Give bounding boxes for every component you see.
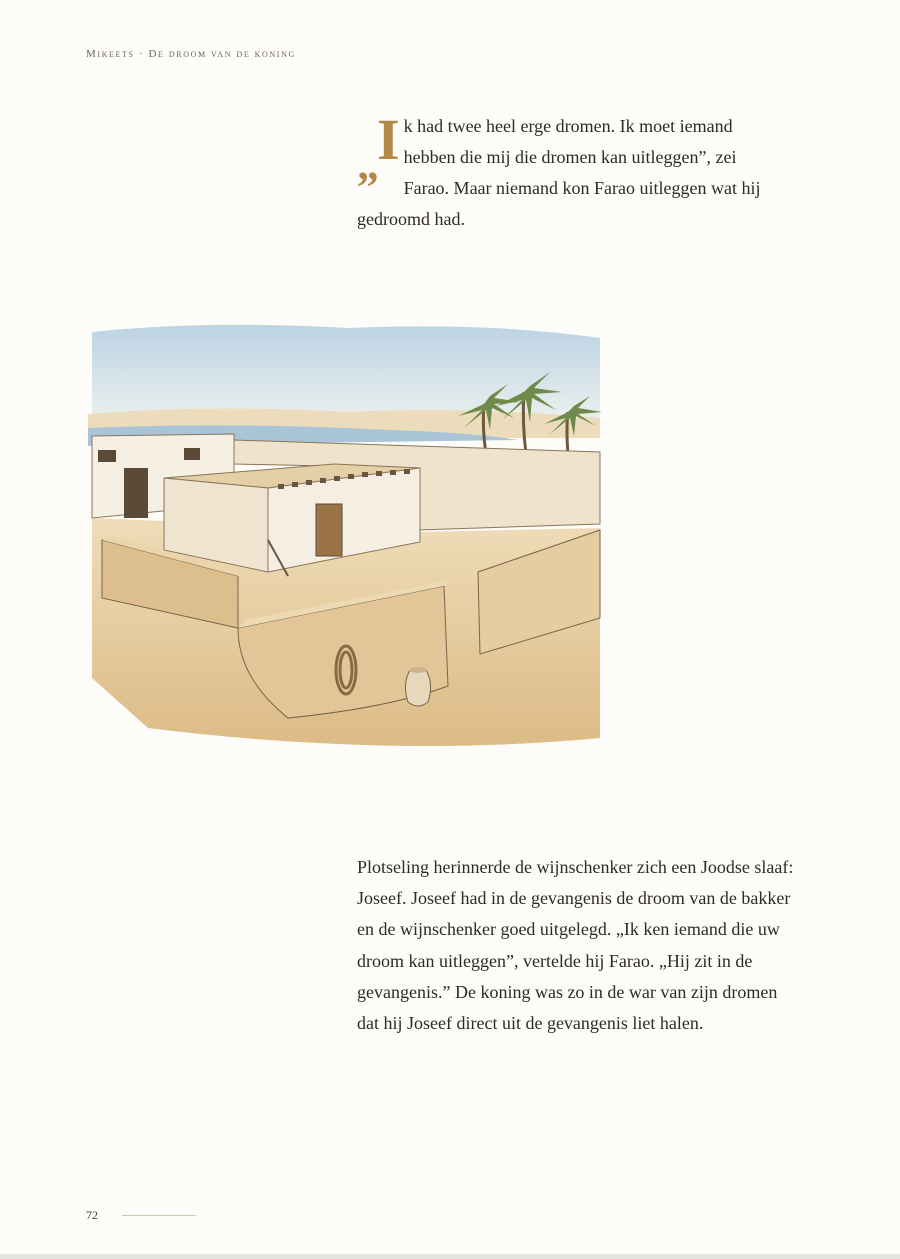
intro-text: k had twee heel erge dromen. Ik moet iemand hebben die mij die dromen kan uitleggen”, zei Farao. Maar niemand kon Farao uitleggen wat hij gedroomd had. <box>357 116 761 229</box>
drop-cap-letter: I <box>377 107 400 172</box>
drop-cap <box>357 107 400 189</box>
body-paragraph: Plotseling herinnerde de wijnschenker zich een Joodse slaaf: Joseef. Joseef had in de gevangenis de droom van de bakker en de wijnschenker goed uitgelegd. „Ik ken iemand die uw droom kan uitleggen”, vertelde hij Farao. „Hij zit in de gevangenis.” De koning was zo in de war van zijn dromen dat hij Joseef direct uit de gevangenis liet halen. <box>357 857 794 1034</box>
page-number: 72 <box>86 1208 98 1222</box>
left-house-window <box>98 450 116 462</box>
bottom-band <box>0 1254 900 1259</box>
intro-paragraph <box>357 107 777 235</box>
central-door <box>316 504 342 556</box>
footer-rule <box>122 1215 196 1216</box>
left-house-door <box>124 468 148 518</box>
running-head: Mikeets · De droom van de koning <box>86 48 296 60</box>
page-footer <box>86 1208 196 1223</box>
opening-quote-mark: „ <box>357 140 379 189</box>
illustration-courtyard <box>88 318 604 760</box>
clay-jar <box>405 670 430 706</box>
